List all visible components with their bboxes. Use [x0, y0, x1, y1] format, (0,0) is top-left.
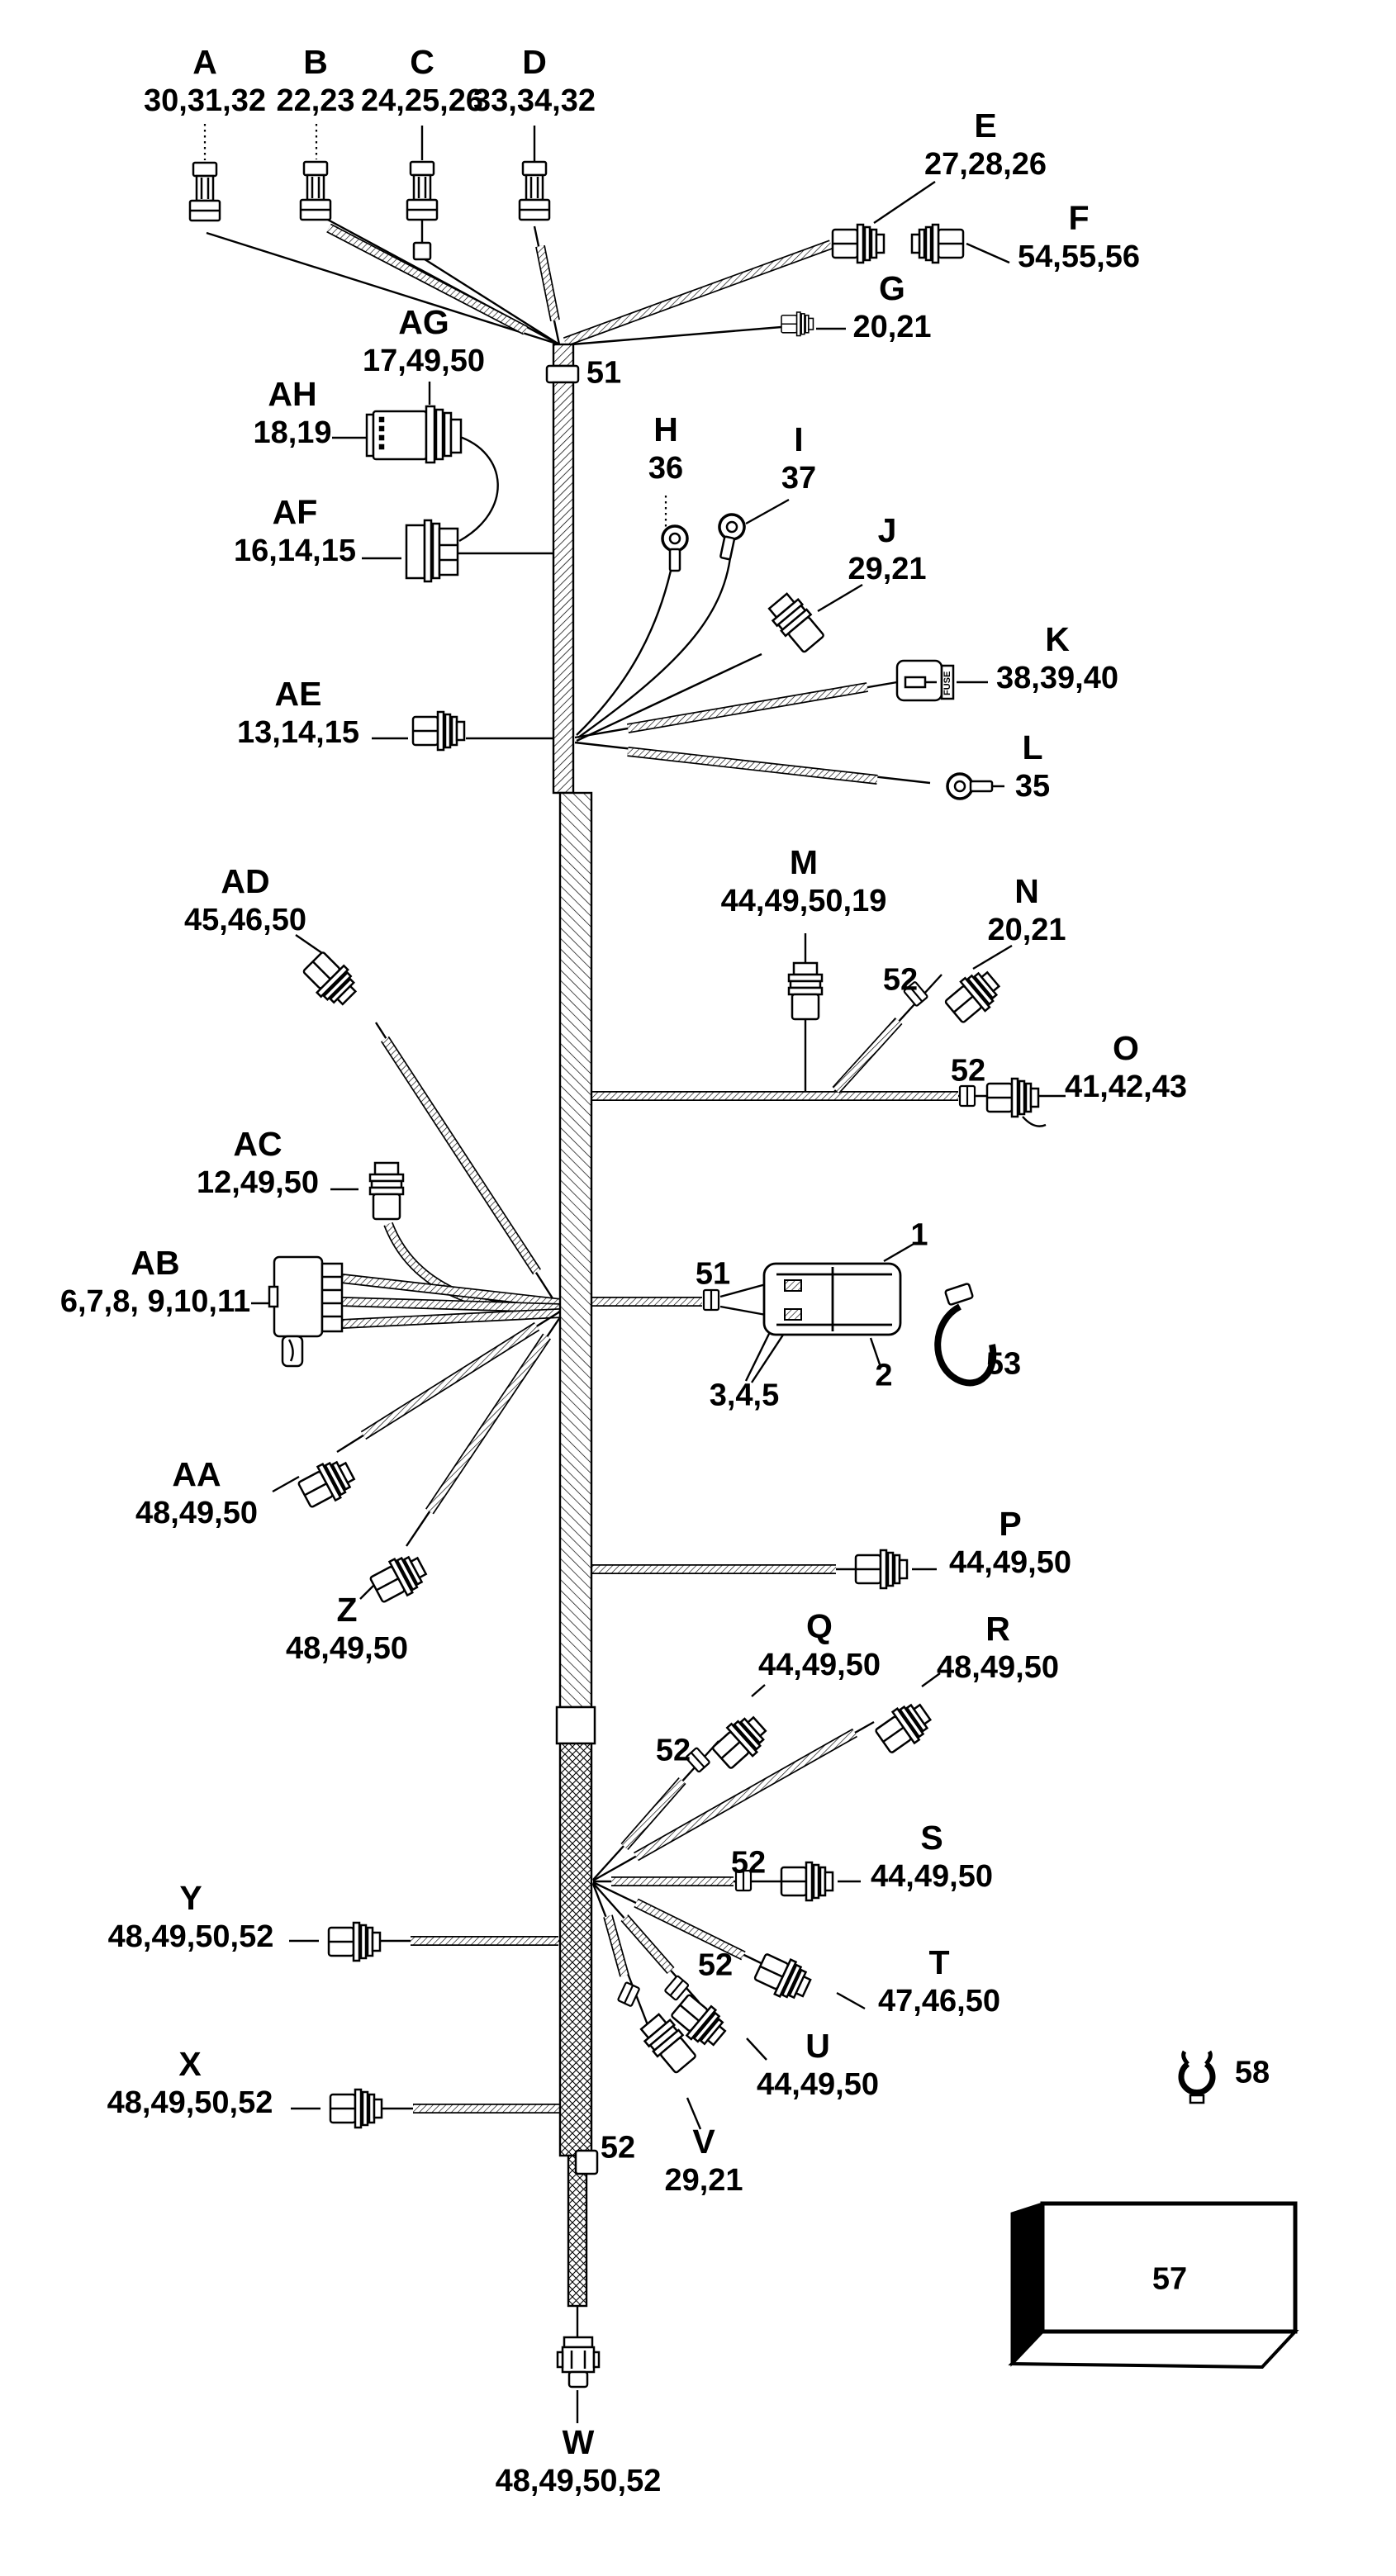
marker-52-q: 52 — [655, 1733, 691, 1768]
callout-J — [848, 511, 926, 587]
callout-F — [1018, 199, 1140, 275]
callout-S-letter: S — [920, 1819, 943, 1857]
callout-Q-letter: Q — [806, 1607, 833, 1645]
connector-X — [330, 2090, 382, 2128]
connector-G — [781, 312, 813, 336]
callout-B-parts: 22,23 — [276, 83, 355, 118]
callout-B-letter: B — [303, 43, 328, 81]
callout-K-letter: K — [1045, 620, 1070, 658]
callout-Z — [286, 1591, 408, 1667]
connector-J — [766, 591, 827, 655]
marker-2: 2 — [875, 1358, 893, 1393]
callout-K-parts: 38,39,40 — [996, 660, 1118, 695]
connector-W — [558, 2337, 599, 2387]
callout-M-parts: 44,49,50,19 — [720, 883, 887, 918]
marker-52-s: 52 — [730, 1845, 767, 1881]
connector-M — [789, 963, 822, 1019]
callout-A-letter: A — [192, 43, 217, 81]
connector-O-hook — [1023, 1117, 1046, 1127]
callout-F-parts: 54,55,56 — [1018, 239, 1140, 274]
trunk-sleeve — [557, 1707, 595, 1743]
callout-S — [871, 1819, 993, 1895]
callout-AH — [253, 375, 331, 451]
marker-52-v: 52 — [600, 2130, 636, 2166]
connector-T — [753, 1949, 815, 2005]
connector-S — [781, 1862, 833, 1900]
callout-D — [473, 43, 596, 119]
callout-Z-parts: 48,49,50 — [286, 1630, 408, 1666]
callout-AG-parts: 17,49,50 — [363, 343, 485, 378]
clip-58 — [1181, 2052, 1213, 2103]
callout-AA-letter: AA — [172, 1455, 221, 1493]
callout-AH-letter: AH — [268, 375, 317, 413]
callout-I — [781, 420, 816, 496]
marker-51-top: 51 — [586, 355, 622, 391]
callout-K — [996, 620, 1118, 696]
callout-AE — [237, 675, 359, 751]
callout-R-letter: R — [985, 1610, 1010, 1648]
ring-terminal-H — [662, 526, 687, 571]
ferrule-52-o — [960, 1086, 975, 1106]
callout-N-letter: N — [1014, 872, 1039, 910]
callout-W — [496, 2423, 662, 2499]
callout-I-parts: 37 — [781, 460, 817, 496]
callout-T-letter: T — [928, 1943, 950, 1981]
connector-P — [856, 1550, 907, 1588]
callout-L-letter: L — [1022, 728, 1043, 766]
callout-G — [852, 269, 931, 345]
connector-C — [407, 162, 437, 220]
callout-AD-letter: AD — [221, 862, 270, 900]
callout-AG-letter: AG — [398, 303, 449, 341]
callout-H-parts: 36 — [648, 450, 684, 486]
callout-T — [878, 1943, 1000, 2019]
callout-AB-parts: 6,7,8, 9,10,11 — [59, 1283, 251, 1319]
connector-D — [520, 162, 549, 220]
callout-D-parts: 33,34,32 — [473, 83, 596, 118]
callout-R — [937, 1610, 1059, 1686]
callout-D-letter: D — [522, 43, 547, 81]
callout-O — [1065, 1029, 1187, 1105]
callout-AA — [135, 1455, 258, 1531]
callout-I-letter: I — [794, 420, 804, 458]
callout-E-letter: E — [974, 107, 997, 145]
connector-R — [872, 1696, 936, 1757]
callout-AC-letter: AC — [233, 1125, 283, 1163]
callout-R-parts: 48,49,50 — [937, 1649, 1059, 1685]
callout-G-letter: G — [879, 269, 905, 307]
callout-L-parts: 35 — [1014, 768, 1051, 804]
connector-F — [912, 225, 963, 263]
callout-AD — [184, 862, 306, 938]
callout-H-letter: H — [653, 410, 678, 448]
ferrule-52-v — [618, 1982, 639, 2006]
callout-E — [924, 107, 1047, 183]
connector-A — [190, 163, 220, 221]
callout-L — [1015, 728, 1050, 804]
connector-B — [301, 162, 330, 220]
marker-3-4-5: 3,4,5 — [709, 1378, 780, 1413]
callout-V — [664, 2123, 743, 2199]
callout-F-letter: F — [1068, 199, 1090, 237]
callout-U — [757, 2027, 879, 2103]
callout-T-parts: 47,46,50 — [878, 1983, 1000, 2019]
callout-Q-parts: 44,49,50 — [758, 1647, 881, 1682]
connector-AH-AG — [367, 406, 461, 463]
callout-V-letter: V — [692, 2123, 715, 2161]
callout-Y — [108, 1879, 274, 1955]
marker-52-u: 52 — [697, 1947, 734, 1983]
callout-C-letter: C — [410, 43, 434, 81]
callout-P-parts: 44,49,50 — [949, 1544, 1071, 1580]
connector-AC — [370, 1163, 403, 1219]
callout-J-letter: J — [877, 511, 897, 549]
callout-U-parts: 44,49,50 — [757, 2066, 879, 2102]
fuse-marking: FUSE — [943, 671, 952, 695]
callout-AD-parts: 45,46,50 — [184, 902, 306, 937]
module-1-2 — [764, 1264, 900, 1335]
callout-G-parts: 20,21 — [852, 309, 932, 344]
callout-X — [107, 2045, 273, 2121]
callout-AG — [363, 303, 485, 379]
connector-AE — [413, 712, 464, 750]
callout-N — [987, 872, 1066, 948]
callout-A-parts: 30,31,32 — [144, 83, 266, 118]
callout-X-parts: 48,49,50,52 — [107, 2085, 273, 2120]
callout-Q — [758, 1607, 881, 1683]
connector-Y — [329, 1923, 380, 1961]
callout-AB-letter: AB — [131, 1244, 180, 1282]
callout-C — [361, 43, 483, 119]
callout-AC — [197, 1125, 319, 1201]
callout-P-letter: P — [999, 1505, 1022, 1543]
callout-C-parts: 24,25,26 — [361, 83, 483, 118]
callout-Z-letter: Z — [336, 1591, 358, 1629]
ferrule-52-u — [665, 1976, 689, 2000]
callout-W-letter: W — [562, 2423, 595, 2461]
callout-AF — [234, 493, 356, 569]
callout-S-parts: 44,49,50 — [871, 1858, 993, 1894]
connector-AA — [296, 1454, 358, 1512]
ferrule-51 — [704, 1290, 719, 1310]
clamp-53 — [938, 1283, 993, 1383]
callout-AF-letter: AF — [272, 493, 318, 531]
clamp-51 — [547, 366, 578, 382]
marker-52-n: 52 — [882, 962, 919, 998]
callout-M — [721, 843, 887, 919]
callout-Y-letter: Y — [179, 1879, 202, 1917]
callout-U-letter: U — [805, 2027, 830, 2065]
callout-P — [949, 1505, 1071, 1581]
ring-terminal-I — [713, 512, 747, 561]
connector-Q — [709, 1710, 772, 1773]
callout-J-parts: 29,21 — [848, 551, 927, 586]
marker-52-o: 52 — [950, 1053, 986, 1089]
connector-AB — [269, 1257, 342, 1366]
callout-AF-parts: 16,14,15 — [234, 533, 356, 568]
callout-AA-parts: 48,49,50 — [135, 1495, 258, 1530]
connector-N — [942, 965, 1005, 1027]
callout-E-parts: 27,28,26 — [924, 146, 1047, 182]
callout-AE-letter: AE — [274, 675, 322, 713]
callout-Y-parts: 48,49,50,52 — [107, 1919, 274, 1954]
callout-H — [648, 410, 683, 486]
marker-51-mid: 51 — [695, 1256, 731, 1292]
callout-AH-parts: 18,19 — [253, 415, 332, 450]
ring-terminal-L — [947, 774, 992, 799]
callout-V-parts: 29,21 — [664, 2162, 743, 2198]
callout-X-letter: X — [178, 2045, 202, 2083]
connector-E — [833, 225, 884, 263]
callout-AC-parts: 12,49,50 — [197, 1165, 319, 1200]
marker-53: 53 — [985, 1346, 1022, 1382]
callout-A — [144, 43, 266, 119]
marker-1: 1 — [910, 1217, 928, 1253]
connector-AF — [406, 520, 458, 581]
callout-N-parts: 20,21 — [987, 912, 1066, 947]
callout-O-letter: O — [1113, 1029, 1139, 1067]
callout-AE-parts: 13,14,15 — [237, 714, 359, 750]
callout-B — [276, 43, 354, 119]
marker-58: 58 — [1234, 2055, 1270, 2090]
marker-57: 57 — [1151, 2261, 1188, 2297]
connector-AD — [299, 948, 362, 1011]
ferrule-52-bottom — [576, 2151, 597, 2174]
callout-O-parts: 41,42,43 — [1065, 1069, 1187, 1104]
callout-AB — [60, 1244, 250, 1320]
callout-W-parts: 48,49,50,52 — [495, 2463, 662, 2498]
callout-M-letter: M — [789, 843, 819, 881]
connector-O — [987, 1079, 1038, 1117]
